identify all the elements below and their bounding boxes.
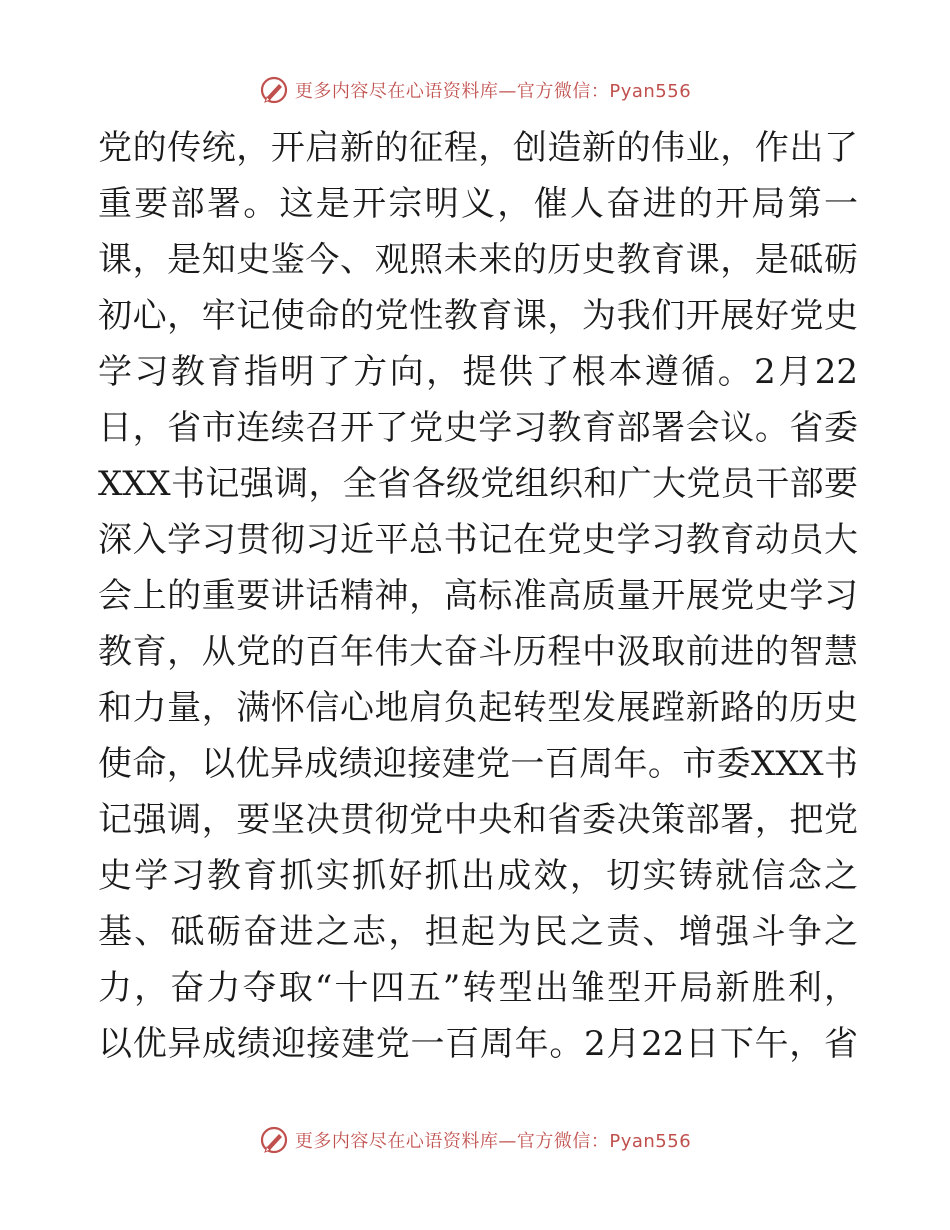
pen-logo-icon xyxy=(259,1125,289,1155)
text-line: 深入学习贯彻习近平总书记在党史学习教育动员大 xyxy=(98,520,858,560)
footer-watermark xyxy=(0,1120,950,1160)
text-line: 教育，从党的百年伟大奋斗历程中汲取前进的智慧 xyxy=(98,632,858,672)
text-line: 党的传统，开启新的征程，创造新的伟业，作出了 xyxy=(98,128,858,168)
text-line: 记强调，要坚决贯彻党中央和省委决策部署，把党 xyxy=(98,800,858,840)
text-line: 初心，牢记使命的党性教育课，为我们开展好党史 xyxy=(98,296,858,336)
text-line: 日，省市连续召开了党史学习教育部署会议。省委 xyxy=(98,408,858,448)
text-line: 课，是知史鉴今、观照未来的历史教育课，是砥砺 xyxy=(98,240,858,280)
text-line: 学习教育指明了方向，提供了根本遵循。2月22 xyxy=(98,352,858,392)
text-line: 重要部署。这是开宗明义，催人奋进的开局第一 xyxy=(98,184,858,224)
text-line: 力，奋力夺取“十四五”转型出雏型开局新胜利， xyxy=(98,968,858,1008)
text-line: 和力量，满怀信心地肩负起转型发展蹚新路的历史 xyxy=(98,688,858,728)
pen-logo-icon xyxy=(259,75,289,105)
text-line: 使命，以优异成绩迎接建党一百周年。市委XXX书 xyxy=(98,744,858,784)
text-line: 史学习教育抓实抓好抓出成效，切实铸就信念之 xyxy=(98,856,858,896)
text-line: 基、砥砺奋进之志，担起为民之责、增强斗争之 xyxy=(98,912,858,952)
document-body xyxy=(98,120,858,1072)
text-line: XXX书记强调，全省各级党组织和广大党员干部要 xyxy=(98,464,858,504)
watermark-text: 更多内容尽在心语资料库—官方微信：Pyan556 xyxy=(294,1131,692,1152)
header-watermark xyxy=(0,70,950,110)
text-line: 会上的重要讲话精神，高标准高质量开展党史学习 xyxy=(98,576,858,616)
watermark-text: 更多内容尽在心语资料库—官方微信：Pyan556 xyxy=(294,81,692,102)
text-line: 以优异成绩迎接建党一百周年。2月22日下午，省 xyxy=(98,1024,858,1064)
